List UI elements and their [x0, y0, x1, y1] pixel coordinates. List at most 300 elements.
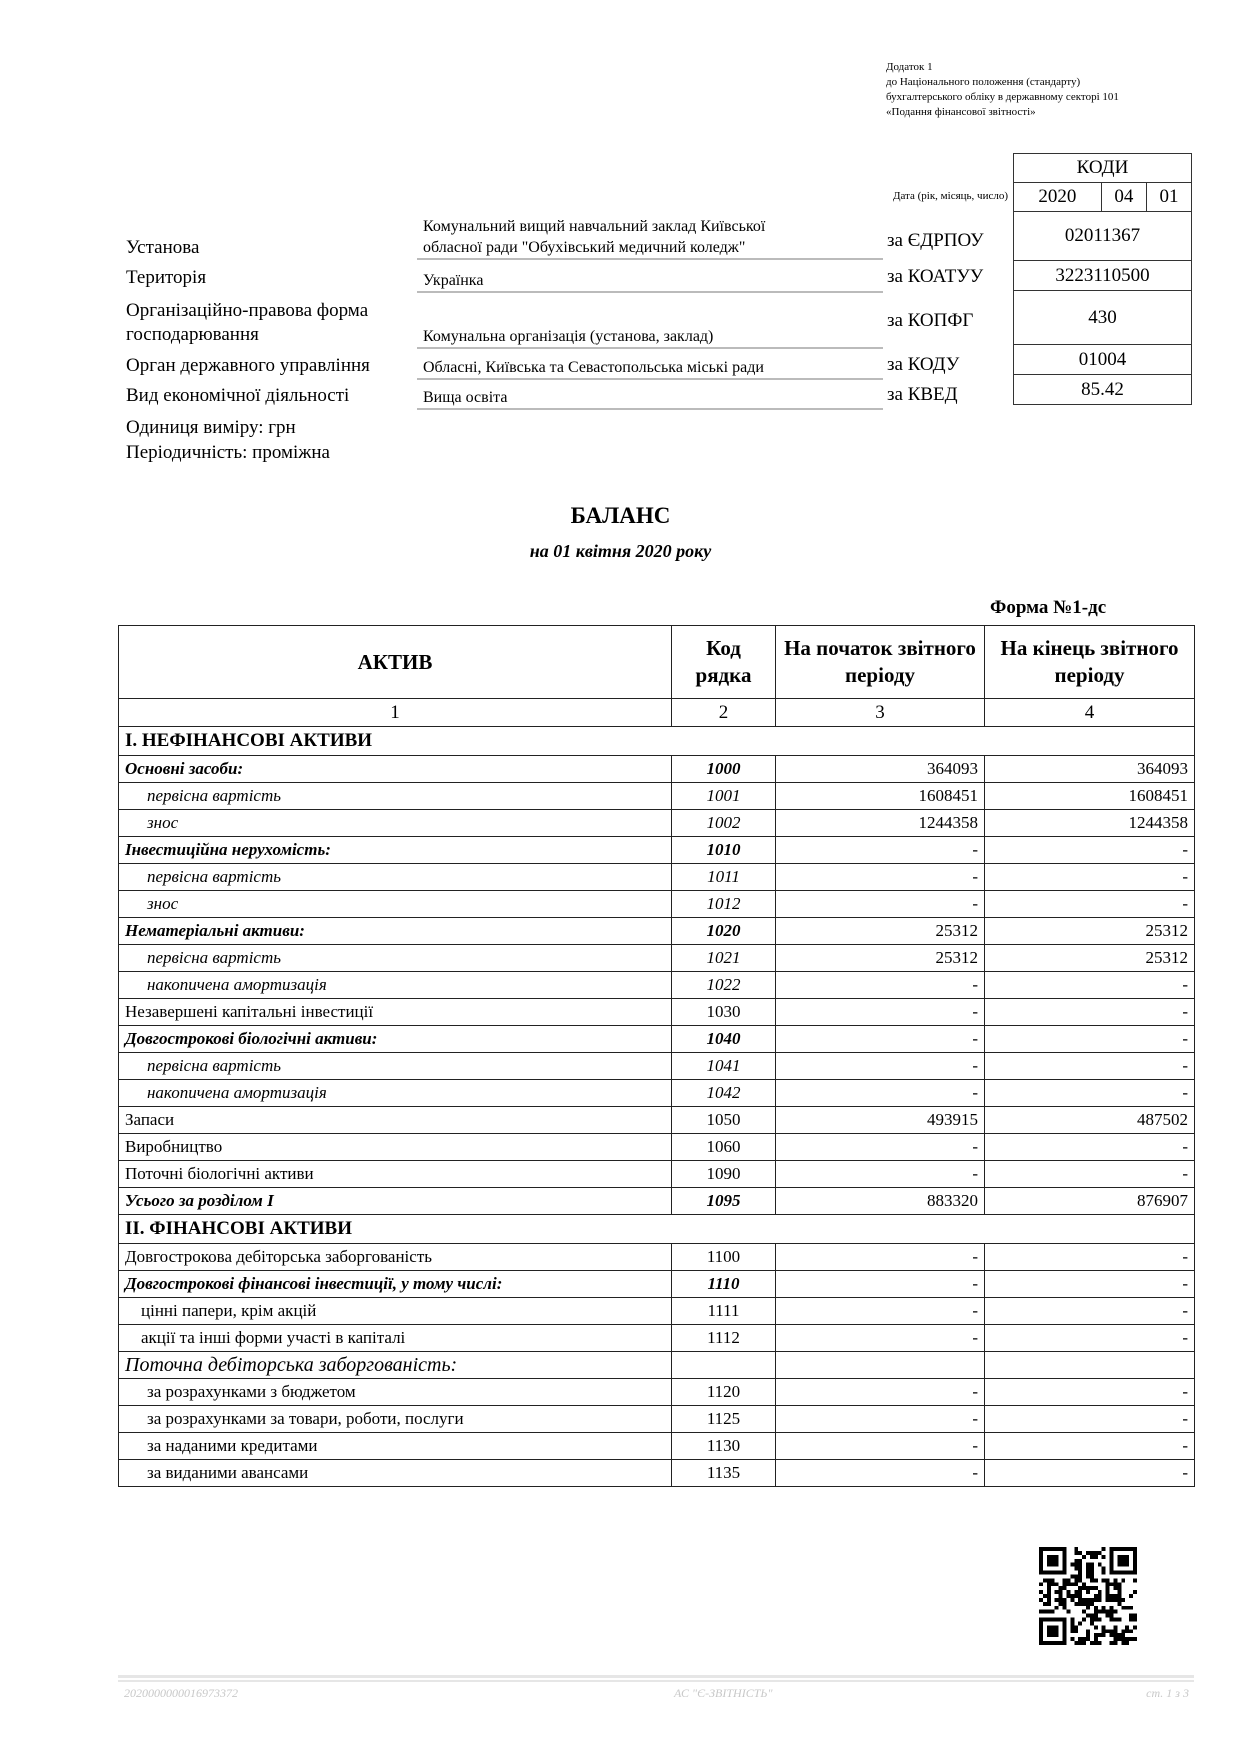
qr-module: [1078, 1621, 1082, 1625]
row-name: цінні папери, крім акцій: [119, 1298, 672, 1325]
qr-module: [1074, 1582, 1078, 1586]
row-end-value: 487502: [985, 1107, 1195, 1134]
qr-module: [1098, 1618, 1102, 1622]
qr-module: [1133, 1637, 1137, 1641]
table-row: [119, 1460, 1195, 1487]
qr-module: [1117, 1637, 1121, 1641]
row-end-value: -: [985, 1460, 1195, 1487]
row-name: первісна вартість: [119, 864, 672, 891]
row-name: Виробництво: [119, 1134, 672, 1161]
appendix-note: [886, 60, 1119, 120]
qr-module: [1090, 1551, 1094, 1555]
qr-module: [1094, 1618, 1098, 1622]
qr-module: [1086, 1563, 1090, 1567]
qr-module: [1082, 1602, 1086, 1606]
qr-module: [1082, 1637, 1086, 1641]
row-end-value: -: [985, 1406, 1195, 1433]
qr-module: [1051, 1582, 1055, 1586]
qr-module: [1082, 1618, 1086, 1622]
qr-module: [1090, 1571, 1094, 1575]
row-name: первісна вартість: [119, 945, 672, 972]
row-code: 1120: [672, 1379, 776, 1406]
qr-module: [1102, 1547, 1106, 1551]
qr-module: [1043, 1594, 1047, 1598]
table-row: [119, 1134, 1195, 1161]
row-name: за розрахунками за товари, роботи, послуги: [119, 1406, 672, 1433]
table-row: [119, 945, 1195, 972]
qr-module: [1094, 1606, 1098, 1610]
row-start-value: 25312: [776, 918, 985, 945]
qr-module: [1078, 1551, 1082, 1555]
footer-page: ст. 1 з 3: [1146, 1686, 1189, 1700]
code-kopfg-value: 430: [1014, 291, 1192, 345]
appendix-line: «Подання фінансової звітності»: [886, 106, 1036, 118]
row-end-value: -: [985, 999, 1195, 1026]
code-kopfg-label: за КОПФГ: [887, 310, 974, 331]
balance-table: [118, 625, 1195, 1487]
form-number: Форма №1-дс: [990, 597, 1107, 618]
row-start-value: -: [776, 1325, 985, 1352]
qr-module: [1078, 1559, 1082, 1563]
qr-module: [1078, 1574, 1082, 1578]
row-end-value: -: [985, 1161, 1195, 1188]
qr-module: [1086, 1567, 1090, 1571]
qr-module: [1059, 1586, 1063, 1590]
row-start-value: -: [776, 891, 985, 918]
row-name: накопичена амортизація: [119, 1080, 672, 1107]
row-name: Довгострокові біологічні активи:: [119, 1026, 672, 1053]
row-start-value: -: [776, 1298, 985, 1325]
qr-module: [1121, 1633, 1125, 1637]
qr-module: [1121, 1606, 1125, 1610]
qr-module: [1106, 1610, 1110, 1614]
qr-module: [1078, 1571, 1082, 1575]
table-row: [119, 1161, 1195, 1188]
qr-module: [1110, 1598, 1114, 1602]
row-start-value: -: [776, 1026, 985, 1053]
row-start-value: 25312: [776, 945, 985, 972]
qr-module: [1094, 1610, 1098, 1614]
qr-module: [1129, 1637, 1133, 1641]
qr-module: [1059, 1594, 1063, 1598]
column-number: 4: [985, 699, 1195, 727]
qr-module: [1106, 1586, 1110, 1590]
qr-module: [1086, 1574, 1090, 1578]
row-name: знос: [119, 810, 672, 837]
section-row: [119, 727, 1195, 756]
qr-module: [1129, 1594, 1133, 1598]
qr-module: [1078, 1578, 1082, 1582]
qr-module: [1047, 1625, 1059, 1637]
qr-module: [1133, 1590, 1137, 1594]
qr-module: [1051, 1578, 1055, 1582]
qr-module: [1106, 1614, 1110, 1618]
qr-module: [1125, 1637, 1129, 1641]
code-koatuu-label: за КОАТУУ: [887, 266, 984, 287]
table-row: [119, 1080, 1195, 1107]
qr-module: [1090, 1555, 1094, 1559]
table-row: [119, 756, 1195, 783]
activity-value: Вища освіта: [417, 387, 883, 410]
row-name: Інвестиційна нерухомість:: [119, 837, 672, 864]
row-name: за наданими кредитами: [119, 1433, 672, 1460]
qr-module: [1090, 1563, 1094, 1567]
qr-module: [1086, 1614, 1090, 1618]
row-code: 1022: [672, 972, 776, 999]
qr-module: [1098, 1641, 1102, 1645]
row-code: 1050: [672, 1107, 776, 1134]
column-number: 1: [119, 699, 672, 727]
qr-module: [1090, 1602, 1094, 1606]
qr-module: [1086, 1633, 1090, 1637]
table-row: [119, 999, 1195, 1026]
qr-module: [1082, 1610, 1086, 1614]
footer-system: АС "Є-ЗВІТНІСТЬ": [674, 1686, 773, 1700]
appendix-line: бухгалтерського обліку в державному секторі 101: [886, 91, 1119, 103]
section-title: II. ФІНАНСОВІ АКТИВИ: [119, 1215, 1195, 1244]
qr-module: [1094, 1551, 1098, 1555]
qr-module: [1047, 1590, 1051, 1594]
qr-module: [1110, 1594, 1114, 1598]
qr-module: [1125, 1641, 1129, 1645]
qr-module: [1117, 1602, 1121, 1606]
qr-module: [1086, 1590, 1090, 1594]
qr-module: [1086, 1602, 1090, 1606]
qr-module: [1133, 1614, 1137, 1618]
qr-module: [1098, 1590, 1102, 1594]
qr-module: [1110, 1618, 1114, 1622]
qr-module: [1047, 1598, 1051, 1602]
row-code: 1012: [672, 891, 776, 918]
qr-module: [1059, 1590, 1063, 1594]
row-name: Нематеріальні активи:: [119, 918, 672, 945]
qr-module: [1090, 1574, 1094, 1578]
qr-module: [1074, 1563, 1078, 1567]
qr-module: [1070, 1637, 1074, 1641]
qr-module: [1039, 1590, 1043, 1594]
activity-label: Вид економічної діяльності: [126, 385, 350, 406]
qr-module: [1074, 1574, 1078, 1578]
code-kodu-value: 01004: [1014, 345, 1192, 375]
qr-module: [1102, 1555, 1106, 1559]
row-start-value: -: [776, 837, 985, 864]
row-end-value: -: [985, 864, 1195, 891]
qr-module: [1055, 1590, 1059, 1594]
qr-module: [1063, 1586, 1067, 1590]
row-start-value: -: [776, 864, 985, 891]
qr-module: [1039, 1610, 1043, 1614]
qr-module: [1090, 1586, 1094, 1590]
qr-module: [1070, 1574, 1074, 1578]
qr-module: [1117, 1590, 1121, 1594]
row-name: акції та інші форми участі в капіталі: [119, 1325, 672, 1352]
qr-module: [1117, 1618, 1121, 1622]
row-end-value: [985, 1352, 1195, 1379]
qr-module: [1098, 1594, 1102, 1598]
qr-module: [1121, 1641, 1125, 1645]
qr-module: [1094, 1598, 1098, 1602]
institution-value-line2: обласної ради "Обухівський медичний коледж": [423, 239, 746, 256]
row-code: 1020: [672, 918, 776, 945]
row-code: 1002: [672, 810, 776, 837]
date-day: 01: [1146, 183, 1191, 212]
qr-module: [1070, 1629, 1074, 1633]
row-end-value: -: [985, 1433, 1195, 1460]
row-name: Довгострокова дебіторська заборгованість: [119, 1244, 672, 1271]
qr-module: [1110, 1633, 1114, 1637]
row-name: Довгострокові фінансові інвестиції, у тому числі:: [119, 1271, 672, 1298]
qr-module: [1090, 1598, 1094, 1602]
qr-module: [1094, 1633, 1098, 1637]
section-row: [119, 1215, 1195, 1244]
qr-module: [1117, 1582, 1121, 1586]
qr-module: [1121, 1629, 1125, 1633]
qr-module: [1102, 1610, 1106, 1614]
qr-module: [1047, 1610, 1051, 1614]
qr-module: [1047, 1555, 1059, 1567]
qr-module: [1102, 1571, 1106, 1575]
qr-module: [1110, 1629, 1114, 1633]
row-start-value: -: [776, 1244, 985, 1271]
table-row: [119, 1244, 1195, 1271]
row-end-value: 25312: [985, 945, 1195, 972]
qr-module: [1110, 1610, 1114, 1614]
table-row: [119, 1379, 1195, 1406]
row-end-value: -: [985, 1080, 1195, 1107]
authority-value: Обласні, Київська та Севастопольська міські ради: [417, 357, 883, 380]
qr-module: [1110, 1606, 1114, 1610]
qr-module: [1117, 1598, 1121, 1602]
row-end-value: 25312: [985, 918, 1195, 945]
table-row: [119, 1298, 1195, 1325]
qr-module: [1113, 1618, 1117, 1622]
institution-value-line1: Комунальний вищий навчальний заклад Київської: [423, 218, 766, 235]
qr-module: [1074, 1629, 1078, 1633]
qr-module: [1094, 1614, 1098, 1618]
code-koatuu-value: 3223110500: [1014, 261, 1192, 291]
row-name: Усього за розділом I: [119, 1188, 672, 1215]
qr-module: [1125, 1629, 1129, 1633]
row-code: 1125: [672, 1406, 776, 1433]
qr-module: [1047, 1578, 1051, 1582]
qr-module: [1098, 1610, 1102, 1614]
qr-module: [1066, 1582, 1070, 1586]
qr-module: [1074, 1578, 1078, 1582]
qr-module: [1059, 1598, 1063, 1602]
table-row: [119, 972, 1195, 999]
table-row: [119, 1053, 1195, 1080]
qr-module: [1070, 1594, 1074, 1598]
qr-module: [1129, 1614, 1133, 1618]
qr-module: [1102, 1625, 1106, 1629]
qr-module: [1117, 1555, 1129, 1567]
code-kved-value: 85.42: [1014, 375, 1192, 405]
row-code: 1110: [672, 1271, 776, 1298]
qr-module: [1063, 1598, 1067, 1602]
header-start: На початок звітного періоду: [776, 626, 985, 699]
qr-module: [1082, 1582, 1086, 1586]
qr-module: [1086, 1571, 1090, 1575]
qr-module: [1094, 1586, 1098, 1590]
row-name: первісна вартість: [119, 783, 672, 810]
table-row: [119, 864, 1195, 891]
row-code: 1130: [672, 1433, 776, 1460]
document-subtitle: на 01 квітня 2020 року: [529, 541, 712, 561]
footer-divider: [118, 1675, 1194, 1678]
qr-module: [1117, 1594, 1121, 1598]
footer-doc-id: 2020000000016973372: [124, 1686, 238, 1700]
qr-module: [1078, 1598, 1082, 1602]
institution-label: Установа: [126, 237, 200, 258]
qr-module: [1102, 1606, 1106, 1610]
row-code: 1100: [672, 1244, 776, 1271]
row-start-value: 364093: [776, 756, 985, 783]
row-start-value: -: [776, 1080, 985, 1107]
row-start-value: -: [776, 999, 985, 1026]
code-kved-label: за КВЕД: [887, 384, 958, 405]
qr-module: [1055, 1606, 1059, 1610]
qr-module: [1047, 1586, 1051, 1590]
date-year: 2020: [1014, 183, 1102, 212]
codes-header: КОДИ: [1014, 154, 1192, 183]
row-code: 1040: [672, 1026, 776, 1053]
qr-module: [1043, 1610, 1047, 1614]
document-title: БАЛАНС: [570, 503, 671, 528]
qr-module: [1090, 1614, 1094, 1618]
row-start-value: 1608451: [776, 783, 985, 810]
row-code: 1042: [672, 1080, 776, 1107]
qr-module: [1102, 1633, 1106, 1637]
qr-module: [1113, 1641, 1117, 1645]
row-code: 1000: [672, 756, 776, 783]
qr-module: [1102, 1629, 1106, 1633]
qr-module: [1090, 1618, 1094, 1622]
table-row: [119, 1406, 1195, 1433]
qr-module: [1133, 1618, 1137, 1622]
qr-module: [1086, 1586, 1090, 1590]
qr-module: [1074, 1567, 1078, 1571]
qr-module: [1070, 1621, 1074, 1625]
qr-module: [1129, 1618, 1133, 1622]
qr-module: [1055, 1582, 1059, 1586]
qr-module: [1113, 1625, 1117, 1629]
row-end-value: 876907: [985, 1188, 1195, 1215]
column-number: 2: [672, 699, 776, 727]
qr-module: [1082, 1555, 1086, 1559]
column-number: 3: [776, 699, 985, 727]
qr-code-icon: [1038, 1547, 1138, 1645]
row-end-value: -: [985, 1026, 1195, 1053]
row-start-value: -: [776, 1271, 985, 1298]
table-row: [119, 918, 1195, 945]
row-code: 1095: [672, 1188, 776, 1215]
table-row: [119, 1026, 1195, 1053]
qr-module: [1098, 1598, 1102, 1602]
unit-label: Одиниця виміру: грн: [126, 417, 296, 438]
row-code: 1010: [672, 837, 776, 864]
qr-module: [1113, 1610, 1117, 1614]
row-start-value: -: [776, 1134, 985, 1161]
qr-module: [1070, 1563, 1074, 1567]
table-row: [119, 891, 1195, 918]
table-row: [119, 1188, 1195, 1215]
legal-form-value: Комунальна організація (установа, заклад): [417, 326, 883, 349]
qr-module: [1070, 1625, 1074, 1629]
qr-module: [1074, 1590, 1078, 1594]
qr-module: [1129, 1629, 1133, 1633]
row-end-value: 1244358: [985, 810, 1195, 837]
qr-module: [1043, 1602, 1047, 1606]
qr-module: [1121, 1637, 1125, 1641]
qr-module: [1074, 1602, 1078, 1606]
qr-module: [1051, 1610, 1055, 1614]
date-month: 04: [1101, 183, 1146, 212]
qr-module: [1070, 1618, 1074, 1622]
qr-module: [1098, 1563, 1102, 1567]
row-start-value: -: [776, 1161, 985, 1188]
qr-module: [1063, 1606, 1067, 1610]
qr-module: [1121, 1598, 1125, 1602]
row-name: первісна вартість: [119, 1053, 672, 1080]
row-name: Поточна дебіторська заборгованість:: [119, 1352, 672, 1379]
qr-module: [1086, 1598, 1090, 1602]
row-code: 1030: [672, 999, 776, 1026]
row-end-value: 364093: [985, 756, 1195, 783]
row-end-value: -: [985, 972, 1195, 999]
qr-module: [1094, 1625, 1098, 1629]
row-name: Запаси: [119, 1107, 672, 1134]
qr-module: [1110, 1614, 1114, 1618]
row-end-value: 1608451: [985, 783, 1195, 810]
table-row: [119, 837, 1195, 864]
row-end-value: -: [985, 891, 1195, 918]
qr-module: [1110, 1641, 1114, 1645]
appendix-line: Додаток 1: [886, 61, 933, 73]
row-name: за виданими авансами: [119, 1460, 672, 1487]
qr-module: [1094, 1578, 1098, 1582]
qr-module: [1086, 1637, 1090, 1641]
qr-module: [1066, 1594, 1070, 1598]
row-code: 1001: [672, 783, 776, 810]
qr-module: [1074, 1547, 1078, 1551]
qr-module: [1082, 1598, 1086, 1602]
qr-module: [1098, 1551, 1102, 1555]
row-end-value: -: [985, 1379, 1195, 1406]
qr-module: [1039, 1582, 1043, 1586]
code-edrpou-label: за ЄДРПОУ: [887, 230, 984, 251]
section-title: І. НЕФІНАНСОВІ АКТИВИ: [119, 727, 1195, 756]
territory-value: Українка: [417, 270, 883, 293]
row-code: 1041: [672, 1053, 776, 1080]
row-code: 1021: [672, 945, 776, 972]
authority-label: Орган державного управління: [126, 355, 370, 376]
qr-module: [1086, 1629, 1090, 1633]
qr-module: [1113, 1633, 1117, 1637]
row-name: накопичена амортизація: [119, 972, 672, 999]
qr-module: [1063, 1582, 1067, 1586]
qr-module: [1133, 1578, 1137, 1582]
table-row: [119, 1271, 1195, 1298]
footer-divider: [118, 1680, 1194, 1682]
row-name: за розрахунками з бюджетом: [119, 1379, 672, 1406]
table-row: [119, 1352, 1195, 1379]
territory-label: Територія: [126, 267, 207, 288]
qr-module: [1090, 1621, 1094, 1625]
qr-module: [1078, 1637, 1082, 1641]
row-start-value: [776, 1352, 985, 1379]
row-start-value: -: [776, 1406, 985, 1433]
qr-module: [1078, 1567, 1082, 1571]
